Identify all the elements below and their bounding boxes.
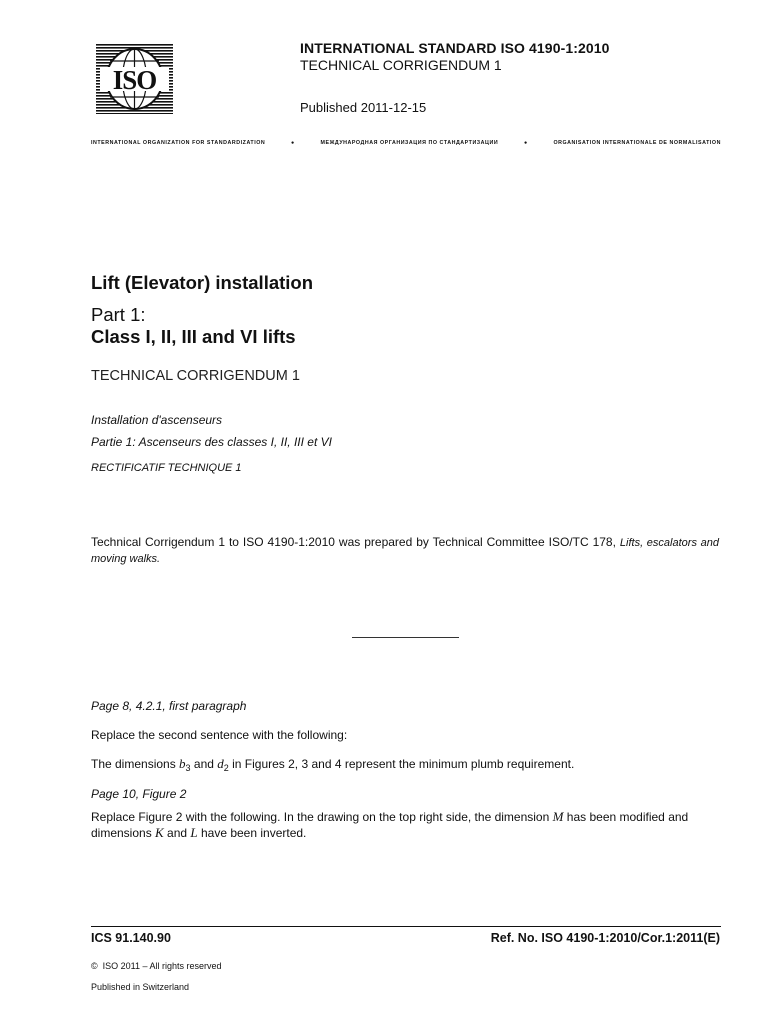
variable-b: b — [179, 756, 186, 771]
sentence-text: and — [190, 757, 218, 771]
org-name-en: INTERNATIONAL ORGANIZATION FOR STANDARDIZATION — [91, 140, 266, 146]
text-segment: has been modified and dimensions — [91, 810, 689, 840]
sentence-text: in Figures 2, 3 and 4 represent the minimum plumb requirement. — [228, 757, 575, 771]
variable-l: L — [190, 825, 198, 840]
org-name-ru: МЕЖДУНАРОДНАЯ ОРГАНИЗАЦИЯ ПО СТАНДАРТИЗАЦИИ — [320, 140, 499, 146]
replacement-sentence — [91, 756, 574, 772]
variable-m: M — [552, 809, 564, 824]
part-label: Part 1: — [91, 304, 146, 325]
copyright-icon: © — [91, 961, 98, 971]
variable-d: d — [217, 756, 224, 771]
french-title: Installation d'ascenseurs — [91, 413, 223, 427]
subscript: 2 — [223, 763, 229, 773]
bullet-separator: ● — [523, 140, 528, 146]
part-title: Class I, II, III and VI lifts — [91, 326, 296, 347]
intro-text: Technical Corrigendum 1 to ISO 4190-1:2010 was prepared by Technical Committee ISO/TC 178, — [91, 535, 620, 549]
published-date: Published 2011-12-15 — [300, 100, 427, 115]
ics-code: ICS 91.140.90 — [91, 931, 171, 945]
subscript: 3 — [185, 763, 191, 773]
variable-k: K — [155, 825, 164, 840]
footer-divider — [91, 926, 721, 927]
organization-names — [91, 140, 721, 146]
standard-subtitle: TECHNICAL CORRIGENDUM 1 — [300, 57, 502, 73]
standard-title: INTERNATIONAL STANDARD ISO 4190-1:2010 — [300, 40, 610, 56]
copyright-text: ISO 2011 – All rights reserved — [102, 961, 222, 971]
text-segment: and — [163, 826, 191, 840]
svg-text:ISO: ISO — [112, 65, 157, 95]
published-in: Published in Switzerland — [91, 982, 190, 992]
intro-paragraph — [91, 535, 719, 567]
org-name-fr: ORGANISATION INTERNATIONALE DE NORMALISATION — [553, 140, 721, 146]
iso-globe-logo-icon — [96, 44, 173, 114]
correction-text — [91, 809, 721, 841]
text-segment: Replace Figure 2 with the following. In the drawing on the top right side, the dimension — [91, 810, 553, 824]
correction-location: Page 8, 4.2.1, first paragraph — [91, 699, 247, 713]
bullet-separator: ● — [291, 140, 295, 146]
iso-logo — [96, 44, 173, 114]
copyright-notice — [91, 961, 222, 971]
text-segment: have been inverted. — [197, 826, 307, 840]
correction-instruction: Replace the second sentence with the following: — [91, 728, 348, 742]
corrigendum-label: TECHNICAL CORRIGENDUM 1 — [91, 368, 300, 384]
committee-name: Lifts, escalators and moving walks. — [91, 537, 719, 565]
document-title: Lift (Elevator) installation — [91, 272, 314, 293]
french-part-title: Partie 1: Ascenseurs des classes I, II, III et VI — [91, 435, 332, 449]
reference-number: Ref. No. ISO 4190-1:2010/Cor.1:2011(E) — [490, 931, 720, 945]
correction-location: Page 10, Figure 2 — [91, 787, 187, 801]
sentence-text: The dimensions — [91, 757, 180, 771]
french-corrigendum-label: RECTIFICATIF TECHNIQUE 1 — [91, 462, 242, 474]
section-divider — [352, 637, 459, 638]
